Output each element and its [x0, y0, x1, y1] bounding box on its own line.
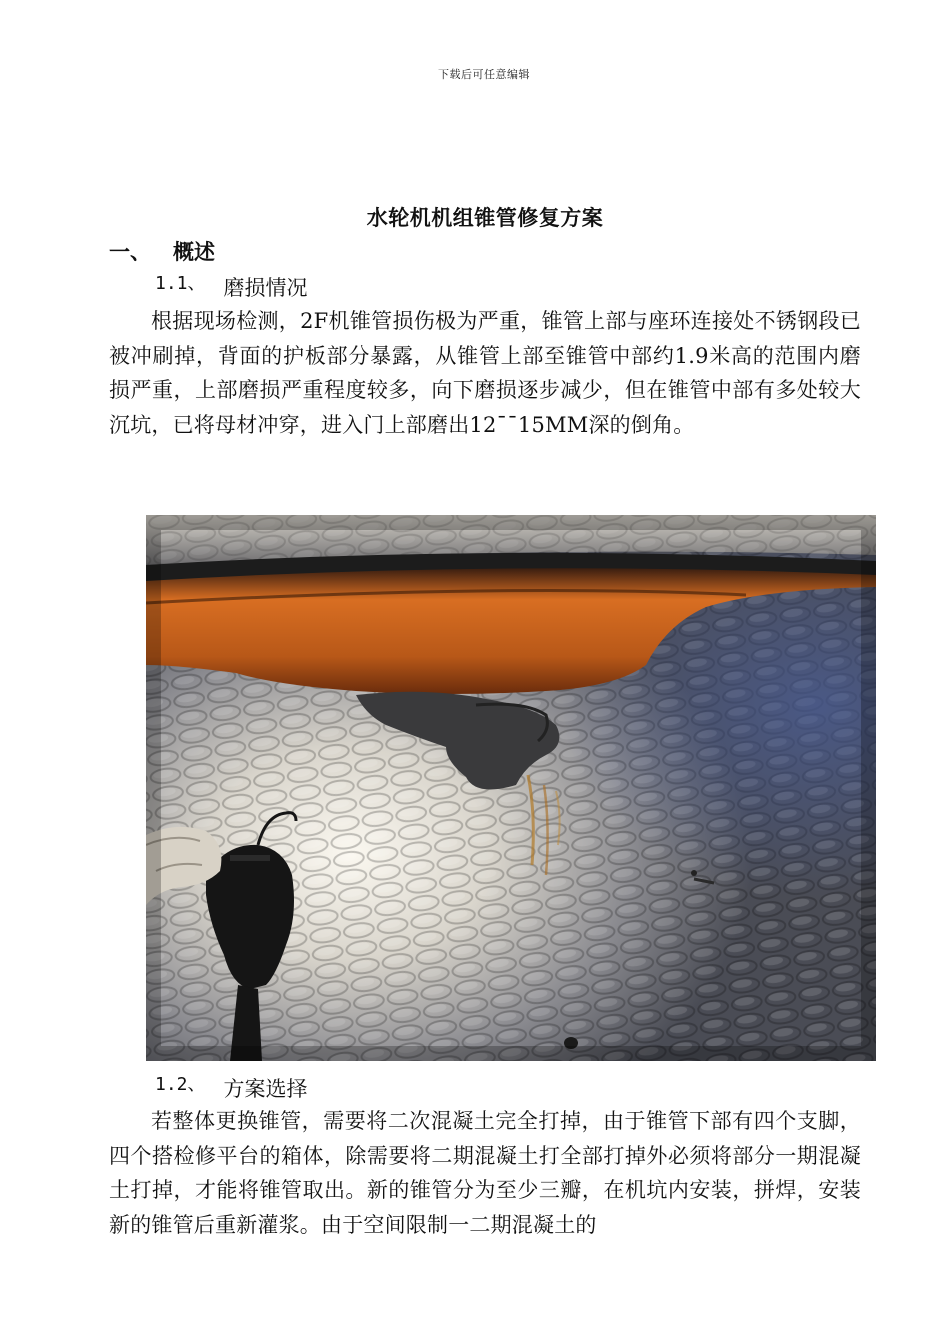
section-title: 概述 — [173, 240, 215, 264]
plan-paragraph: 若整体更换锥管，需要将二次混凝土完全打掉，由于锥管下部有四个支脚，四个搭检修平台的箱体，除需要将二期混凝土打全部打掉外必须将部分一期混凝土打掉，才能将锥管取出。新的锥管分为至少三瓣，在机坑内安装，拼焊，安装新的锥管后重新灌浆。由于空间限制一二期混凝土的 — [109, 1109, 861, 1237]
wear-paragraph: 根据现场检测，2F机锥管损伤极为严重，锥管上部与座环连接处不锈钢段已被冲刷掉，背面的护板部分暴露，从锥管上部至锥管中部约1.9米高的范围内磨损严重，上部磨损严重程度较多，向下磨损逐步减少，但在锥管中部有多处较大沉坑，已将母材冲穿，进入门上部磨出12¯¯15MM深的倒角。 — [109, 309, 861, 437]
draft-tube-photo — [146, 515, 876, 1061]
subsection-heading-wear — [155, 272, 308, 302]
subsection-number: 1.2、 — [155, 1074, 206, 1095]
section-number: 一、 — [109, 240, 151, 264]
subsection-title: 磨损情况 — [223, 276, 308, 300]
section-heading-overview — [109, 236, 215, 266]
subsection-heading-plan — [155, 1073, 308, 1103]
subsection-title: 方案选择 — [223, 1077, 308, 1101]
header-note: 下载后可任意编辑 — [438, 68, 530, 81]
subsection-number: 1.1、 — [155, 273, 206, 294]
document-title: 水轮机机组锥管修复方案 — [366, 206, 604, 230]
